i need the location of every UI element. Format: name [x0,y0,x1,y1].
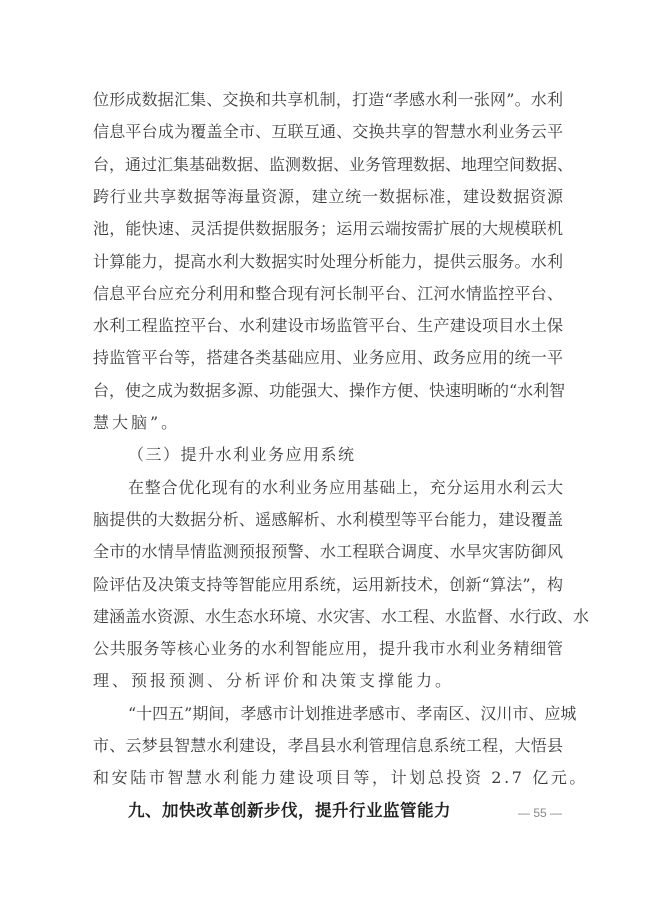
text-line: 水利工程监控平台、水利建设市场监管平台、生产建设项目水土保 [93,316,563,335]
text-line: 脑提供的大数据分析、遥感解析、水利模型等平台能力，建设覆盖 [93,510,563,529]
text-line: 全市的水情旱情监测预报预警、水工程联合调度、水旱灾害防御风 [93,542,563,561]
subsection-heading: （三）提升水利业务应用系统 [128,445,356,464]
text-line: “十四五”期间，孝感市计划推进孝感市、孝南区、汉川市、应城 [128,704,577,723]
text-line: 持监管平台等，搭建各类基础应用、业务应用、政务应用的统一平 [93,348,563,367]
text-line: 和安陆市智慧水利能力建设项目等，计划总投资 2.7 亿元。 [93,768,589,787]
text-line: 理、预报预测、分析评价和决策支撑能力。 [93,671,455,690]
text-line: 台，通过汇集基础数据、监测数据、业务管理数据、地理空间数据、 [93,155,574,174]
text-line: 险评估及决策支持等智能应用系统，运用新技术，创新“算法”，构 [93,575,563,594]
text-line: 慧大脑”。 [93,413,181,432]
text-line: 在整合优化现有的水利业务应用基础上，充分运用水利云大 [128,478,563,497]
text-line: 建涵盖水资源、水生态水环境、水灾害、水工程、水监督、水行政、水 [93,607,590,626]
text-line: 信息平台成为覆盖全市、互联互通、交换共享的智慧水利业务云平 [93,122,563,141]
text-line: 公共服务等核心业务的水利智能应用，提升我市水利业务精细管 [93,639,563,658]
text-line: 跨行业共享数据等海量资源，建立统一数据标准，建设数据资源 [93,187,563,206]
text-line: 市、云梦县智慧水利建设，孝昌县水利管理信息系统工程，大悟县 [93,736,563,755]
text-line: 信息平台应充分利用和整合现有河长制平台、江河水情监控平台、 [93,284,563,303]
text-line: 位形成数据汇集、交换和共享机制，打造“孝感水利一张网”。水利 [93,90,563,109]
text-line: 台，使之成为数据多源、功能强大、操作方便、快速明晰的“水利智 [93,381,566,400]
text-line: 计算能力，提高水利大数据实时处理分析能力，提供云服务。水利 [93,252,563,271]
section-heading: 九、加快改革创新步伐，提升行业监管能力 [128,801,451,820]
page-number: — 55 — [517,806,562,820]
text-line: 池，能快速、灵活提供数据服务；运用云端按需扩展的大规模联机 [93,219,563,238]
